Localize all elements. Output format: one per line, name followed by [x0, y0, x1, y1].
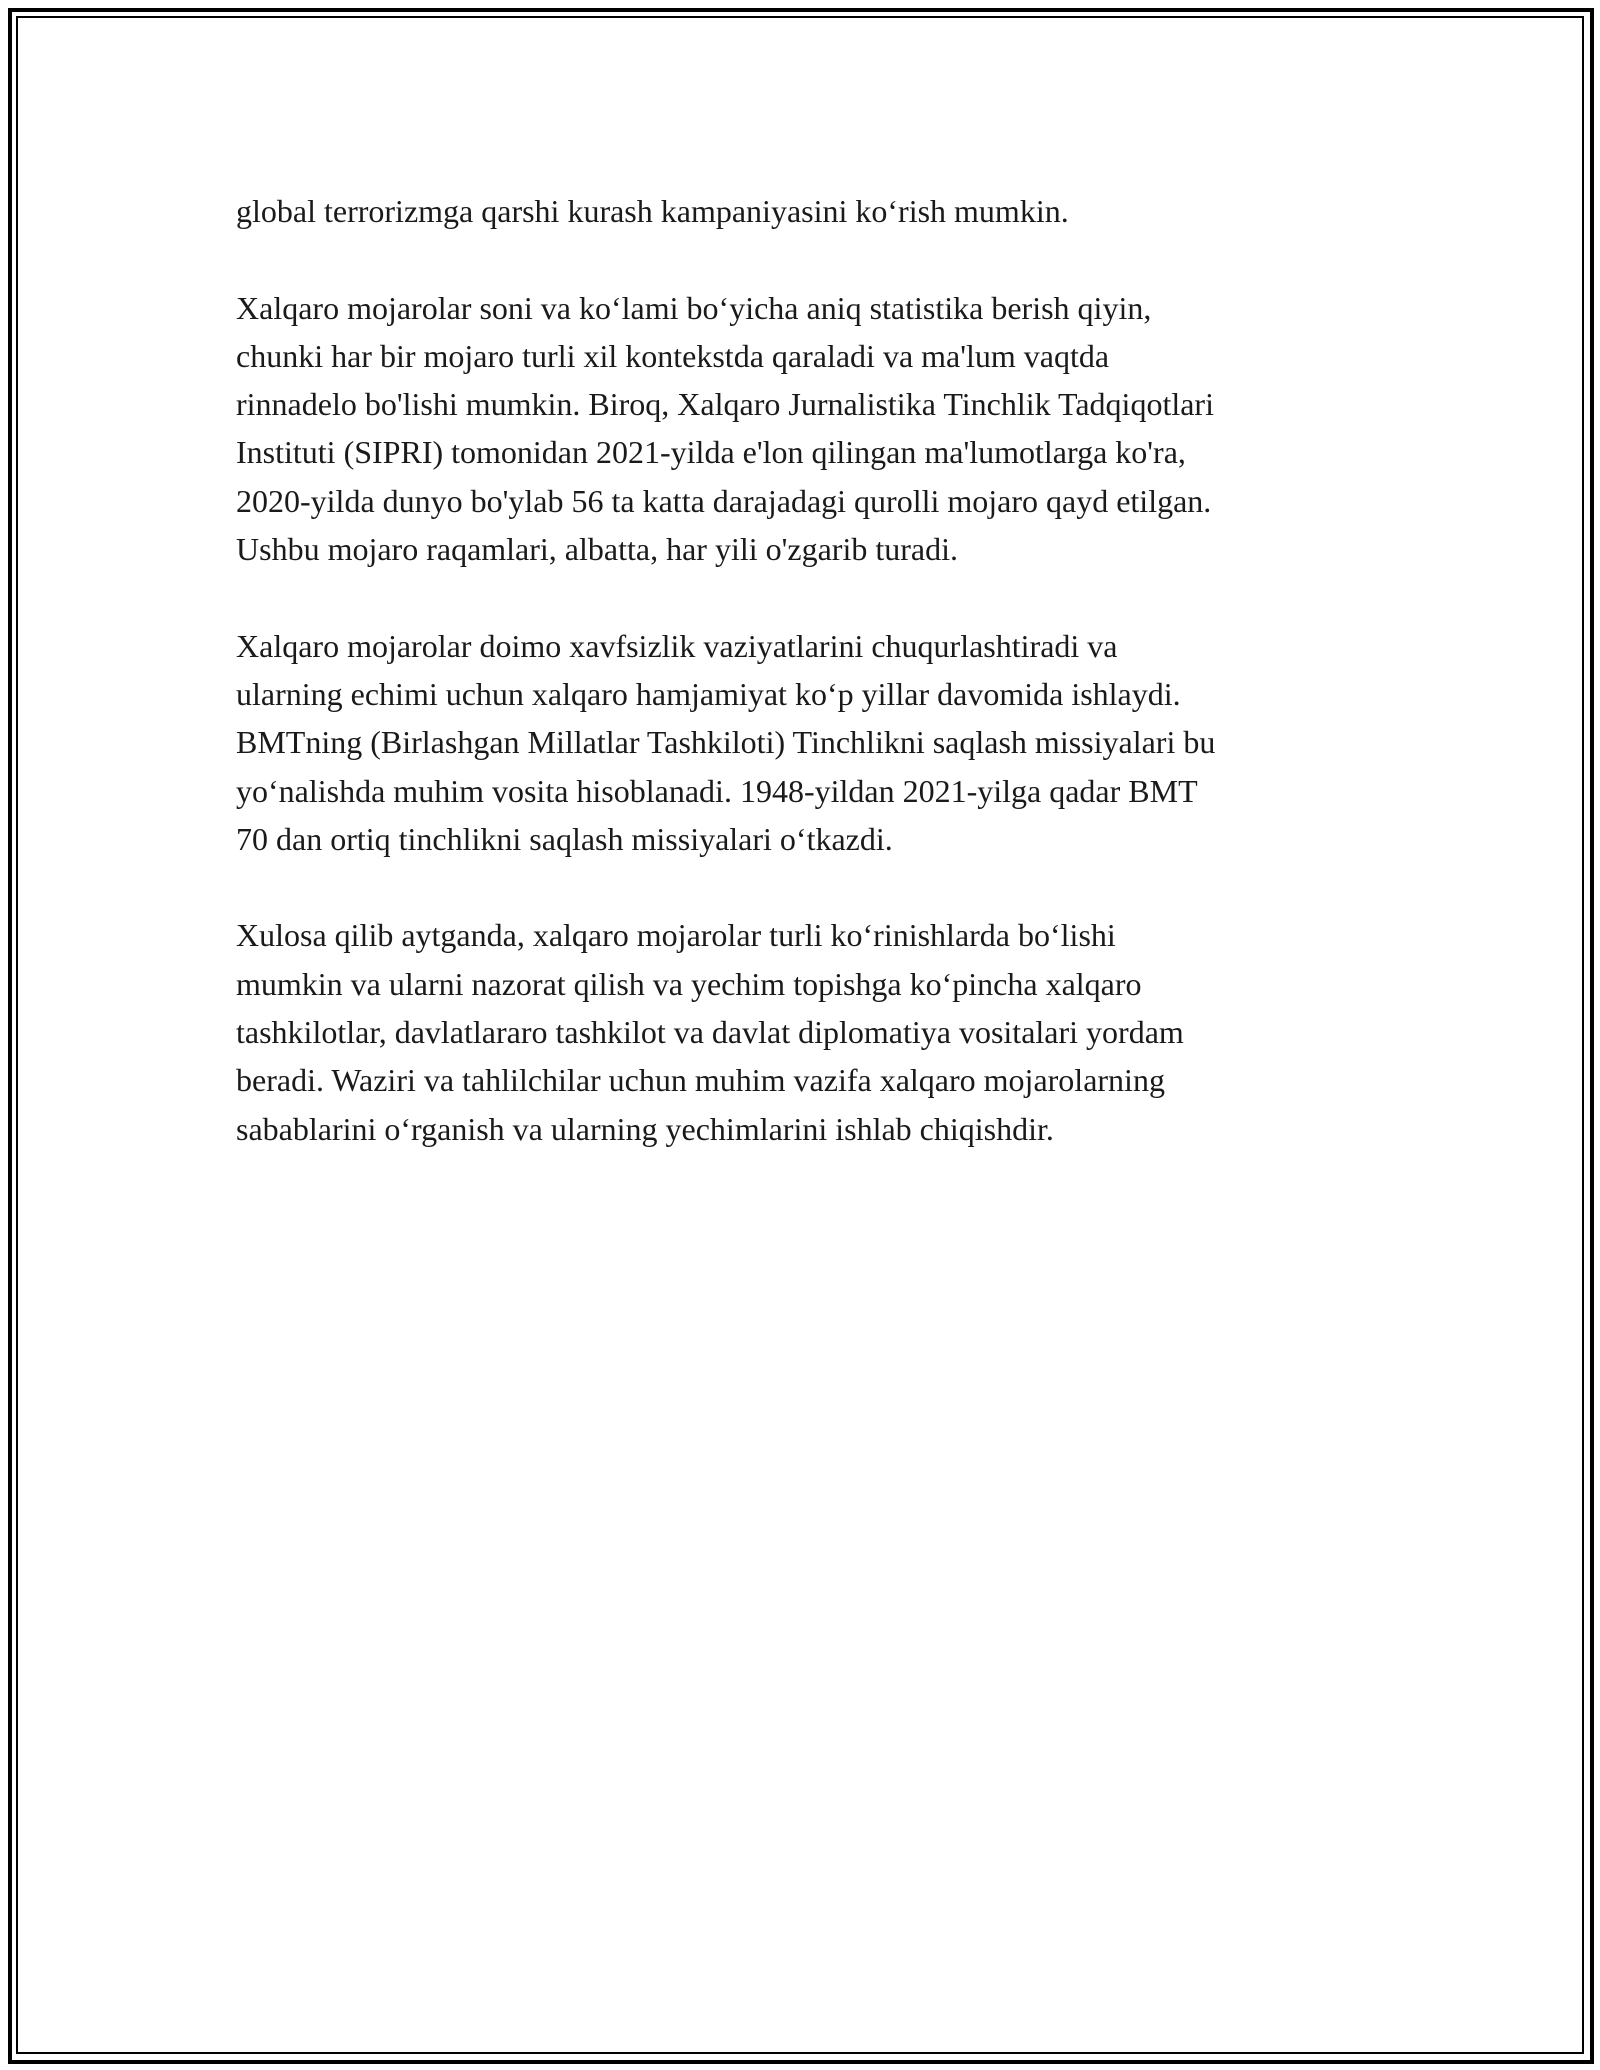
text-line: chunki har bir mojaro turli xil kontekstda qaraladi va ma'lum vaqtda: [236, 337, 1110, 374]
text-line: Xalqaro mojarolar doimo xavfsizlik vaziyatlarini chuqurlashtiradi va: [236, 627, 1118, 664]
text-line: Xalqaro mojarolar soni va koʻlami boʻyicha aniq statistika berish qiyin,: [236, 289, 1152, 326]
text-line: beradi. Waziri va tahlilchilar uchun muhim vazifa xalqaro mojarolarning: [236, 1062, 1165, 1099]
text-line: ularning echimi uchun xalqaro hamjamiyat koʻp yillar davomida ishlaydi.: [236, 675, 1181, 712]
text-line: Ushbu mojaro raqamlari, albatta, har yili o'zgarib turadi.: [236, 531, 958, 568]
paragraph-4: [236, 911, 1376, 1152]
text-line: yoʻnalishda muhim vosita hisoblanadi. 1948-yildan 2021-yilga qadar BMT: [236, 772, 1198, 809]
text-line: tashkilotlar, davlatlararo tashkilot va davlat diplomatiya vositalari yordam: [236, 1014, 1184, 1051]
text-line: rinnadelo bo'lishi mumkin. Biroq, Xalqaro Jurnalistika Tinchlik Tadqiqotlari: [236, 386, 1214, 423]
document-body: [236, 187, 1376, 1201]
paragraph-2: [236, 284, 1376, 574]
text-line: BMTning (Birlashgan Millatlar Tashkiloti) Tinchlikni saqlash missiyalari bu: [236, 724, 1216, 761]
text-line: sabablarini oʻrganish va ularning yechimlarini ishlab chiqishdir.: [236, 1110, 1054, 1147]
text-line: mumkin va ularni nazorat qilish va yechim topishga koʻpincha xalqaro: [236, 965, 1142, 1002]
text-line: 70 dan ortiq tinchlikni saqlash missiyalari oʻtkazdi.: [236, 820, 893, 857]
text-line: Instituti (SIPRI) tomonidan 2021-yilda e'lon qilingan ma'lumotlarga ko'ra,: [236, 434, 1186, 471]
paragraph-1: [236, 187, 1376, 235]
text-line: 2020-yilda dunyo bo'ylab 56 ta katta darajadagi qurolli mojaro qayd etilgan.: [236, 482, 1212, 519]
text-line: Xulosa qilib aytganda, xalqaro mojarolar turli koʻrinishlarda boʻlishi: [236, 917, 1116, 954]
text-line: global terrorizmga qarshi kurash kampaniyasini koʻrish mumkin.: [236, 193, 1069, 229]
paragraph-3: [236, 622, 1376, 863]
